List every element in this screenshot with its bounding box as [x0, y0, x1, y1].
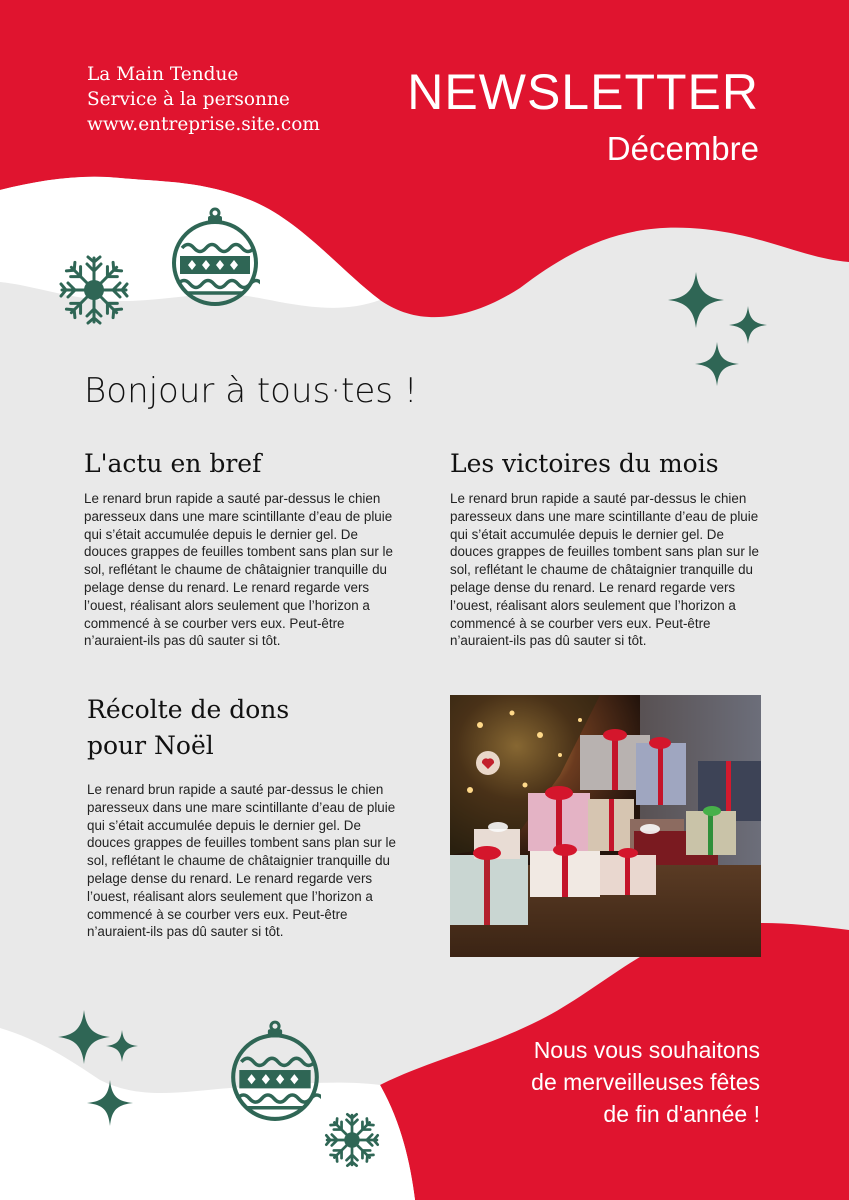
newsletter-month: Décembre — [606, 130, 759, 167]
sparkle-icon — [660, 268, 775, 396]
company-block — [87, 62, 320, 137]
company-name: La Main Tendue — [87, 64, 239, 85]
company-website[interactable]: www.entreprise.site.com — [87, 114, 320, 135]
snowflake-icon — [58, 254, 130, 326]
section-body-dons: Le renard brun rapide a sauté par-dessus le chien paresseux dans une mare scintillante d’eau de pluie qui s’était accumulée depuis le dernier gel. De douces grappes de feuilles tombent sans plan sur le sol, reflétant le chaume de châtaignier tranquille du pelage dense du renard. Le renard regarde vers l’ouest, réalisant alors seulement que l’horizon a commencé à se courber vers eux. Peut-être n’auraient-ils pas dû sauter si tôt. — [87, 782, 396, 940]
snowflake-icon — [324, 1112, 380, 1168]
greeting-heading: Bonjour à tous·tes ! — [84, 371, 418, 411]
footer-wish-line1: Nous vous souhaitons — [533, 1037, 760, 1063]
footer-wish-line2: de merveilleuses fêtes — [531, 1069, 760, 1095]
section-title-dons-line2: pour Noël — [87, 731, 214, 760]
newsletter-title: NEWSLETTER — [407, 64, 759, 120]
footer-wishes — [531, 1034, 760, 1130]
section-body-actu: Le renard brun rapide a sauté par-dessus le chien paresseux dans une mare scintillante d’eau de pluie qui s’était accumulée depuis le dernier gel. De douces grappes de feuilles tombent sans plan sur le sol, reflétant le chaume de châtaignier tranquille du pelage dense du renard. Le renard regarde vers l’ouest, réalisant alors seulement que l’horizon a commencé à se courber vers eux. Peut-être n’auraient-ils pas dû sauter si tôt. — [84, 491, 393, 649]
gifts-photo — [450, 695, 761, 957]
ornament-icon — [229, 1017, 321, 1121]
section-title-actu: L'actu en bref — [84, 449, 262, 478]
gifts-illustration — [450, 695, 761, 957]
section-title-dons-line1: Récolte de dons — [87, 695, 290, 724]
section-title-dons — [87, 692, 289, 764]
sparkle-icon — [56, 1008, 140, 1132]
ornament-icon — [170, 204, 260, 306]
company-tagline: Service à la personne — [87, 89, 290, 110]
section-title-victoires: Les victoires du mois — [450, 449, 719, 478]
footer-wish-line3: de fin d'année ! — [603, 1101, 760, 1127]
section-body-victoires: Le renard brun rapide a sauté par-dessus le chien paresseux dans une mare scintillante d’eau de pluie qui s’était accumulée depuis le dernier gel. De douces grappes de feuilles tombent sans plan sur le sol, reflétant le chaume de châtaignier tranquille du pelage dense du renard. Le renard regarde vers l’ouest, réalisant alors seulement que l’horizon a commencé à se courber vers eux. Peut-être n’auraient-ils pas dû sauter si tôt. — [450, 491, 759, 649]
